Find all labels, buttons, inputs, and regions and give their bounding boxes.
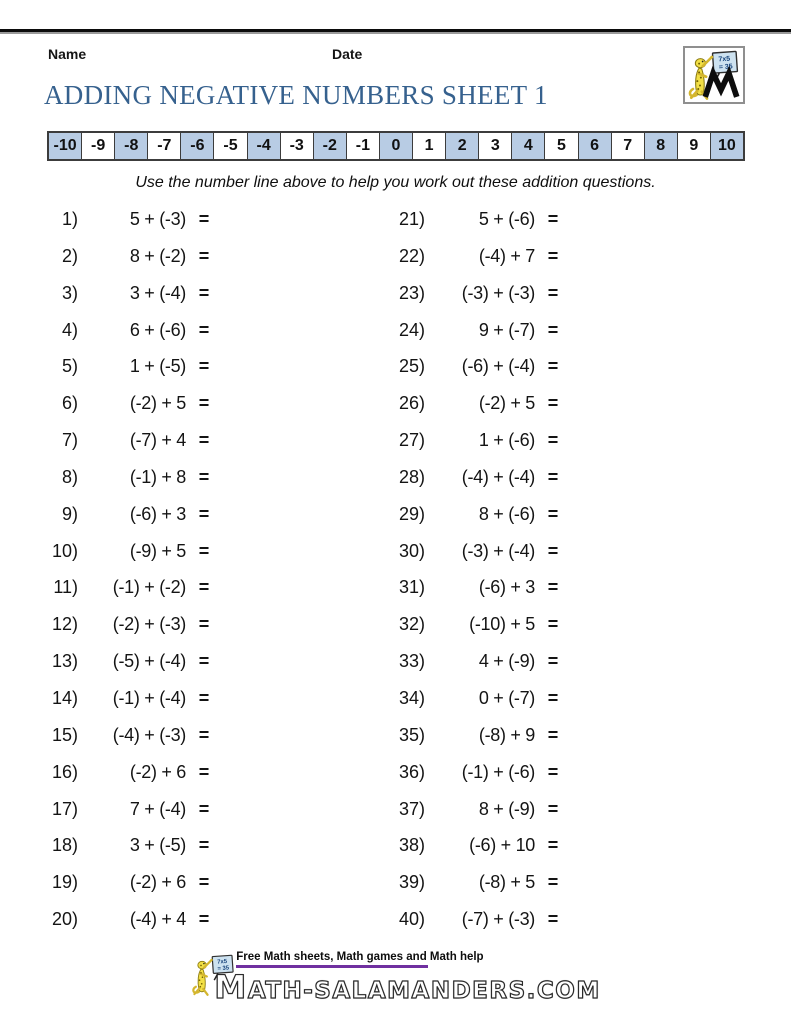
equals-sign: = [198, 651, 210, 672]
number-line-cell: 2 [445, 133, 478, 159]
problem-number: 28) [398, 466, 425, 487]
problem-expression: 1 + (-6) [478, 430, 535, 451]
number-line-cell: -1 [346, 133, 379, 159]
number-line-cell: 0 [379, 133, 412, 159]
number-line-cell: 7 [611, 133, 644, 159]
number-line-cell: 10 [710, 133, 743, 159]
salamander-logo-icon [686, 49, 742, 101]
page-title: ADDING NEGATIVE NUMBERS SHEET 1 [44, 80, 548, 110]
problem-number: 4) [61, 319, 78, 340]
equals-sign: = [547, 798, 559, 819]
equals-sign: = [547, 835, 559, 856]
footer-tagline: Free Math sheets, Math games and Math help [236, 951, 484, 963]
math-salamanders-logo [683, 46, 745, 104]
date-label: Date [332, 46, 363, 62]
problem-number: 35) [398, 724, 425, 745]
problem-number: 8) [61, 466, 78, 487]
problem-expression: (-3) + (-3) [461, 282, 535, 303]
problem-number: 34) [398, 687, 425, 708]
number-line-cell: 5 [544, 133, 577, 159]
problem-number: 2) [61, 245, 78, 266]
problem-expression: (-1) + 8 [129, 466, 186, 487]
problem-expression: (-4) + 4 [129, 909, 186, 930]
problem-expression: 8 + (-6) [478, 503, 535, 524]
equals-sign: = [547, 319, 559, 340]
problem-number: 36) [398, 761, 425, 782]
problem-number: 37) [398, 798, 425, 819]
number-line-cell: -9 [81, 133, 114, 159]
equals-sign: = [198, 798, 210, 819]
equals-sign: = [198, 577, 210, 598]
problem-expression: (-1) + (-2) [112, 577, 186, 598]
equals-sign: = [547, 614, 559, 635]
problem-expression: (-2) + 5 [129, 393, 186, 414]
equals-sign: = [547, 872, 559, 893]
problem-expression: (-7) + 4 [129, 430, 186, 451]
problem-expression: (-2) + (-3) [112, 614, 186, 635]
problem-number: 14) [51, 687, 78, 708]
problem-number: 10) [51, 540, 78, 561]
equals-sign: = [547, 724, 559, 745]
problem-number: 16) [51, 761, 78, 782]
problem-expression: (-8) + 5 [478, 872, 535, 893]
problem-number: 7) [61, 430, 78, 451]
name-label: Name [48, 46, 87, 62]
problem-number: 25) [398, 356, 425, 377]
number-line-cell: 1 [412, 133, 445, 159]
number-line [47, 131, 745, 161]
problem-expression: (-1) + (-4) [112, 687, 186, 708]
problem-number: 5) [61, 356, 78, 377]
problem-number: 24) [398, 319, 425, 340]
problem-expression: (-4) + (-4) [461, 466, 535, 487]
equals-sign: = [547, 245, 559, 266]
equals-sign: = [198, 356, 210, 377]
number-line-cell: -6 [180, 133, 213, 159]
equals-sign: = [198, 909, 210, 930]
equals-sign: = [198, 835, 210, 856]
problem-expression: (-4) + 7 [478, 245, 535, 266]
equals-sign: = [547, 393, 559, 414]
problem-expression: 4 + (-9) [478, 651, 535, 672]
equals-sign: = [547, 761, 559, 782]
number-line-cell: -7 [147, 133, 180, 159]
footer-site-wordmark: MATH-SALAMANDERS.COM [214, 968, 601, 1006]
problem-number: 15) [51, 724, 78, 745]
equals-sign: = [198, 614, 210, 635]
problem-expression: (-1) + (-6) [461, 761, 535, 782]
equals-sign: = [198, 282, 210, 303]
problem-number: 26) [398, 393, 425, 414]
equals-sign: = [547, 209, 559, 229]
footer [0, 951, 791, 1006]
equals-sign: = [547, 687, 559, 708]
problem-number: 39) [398, 872, 425, 893]
problem-expression: 5 + (-6) [478, 209, 535, 229]
equals-sign: = [547, 909, 559, 930]
equals-sign: = [198, 430, 210, 451]
equals-sign: = [547, 430, 559, 451]
problem-expression: 3 + (-5) [129, 835, 186, 856]
problem-number: 6) [61, 393, 78, 414]
problem-expression: (-4) + (-3) [112, 724, 186, 745]
problem-expression: (-5) + (-4) [112, 651, 186, 672]
number-line-cell: 4 [511, 133, 544, 159]
number-line-cell: -5 [213, 133, 246, 159]
equals-sign: = [547, 356, 559, 377]
problem-expression: 5 + (-3) [129, 209, 186, 229]
equals-sign: = [198, 245, 210, 266]
number-line-cell: 9 [677, 133, 710, 159]
problem-expression: (-6) + 3 [129, 503, 186, 524]
problem-number: 32) [398, 614, 425, 635]
number-line-cell: 3 [478, 133, 511, 159]
problem-number: 21) [398, 209, 425, 229]
problem-expression: (-2) + 5 [478, 393, 535, 414]
equals-sign: = [198, 393, 210, 414]
problem-expression: (-8) + 9 [478, 724, 535, 745]
problem-expression: 8 + (-2) [129, 245, 186, 266]
problem-expression: (-6) + 10 [469, 835, 535, 856]
number-line-cell: 8 [644, 133, 677, 159]
problem-expression: 1 + (-5) [129, 356, 186, 377]
problem-expression: (-3) + (-4) [461, 540, 535, 561]
equals-sign: = [198, 872, 210, 893]
equals-sign: = [198, 724, 210, 745]
problem-number: 11) [53, 577, 78, 598]
problem-number: 9) [61, 503, 78, 524]
problem-expression: 8 + (-9) [478, 798, 535, 819]
problem-number: 40) [398, 909, 425, 930]
number-line-cell: 6 [578, 133, 611, 159]
problem-expression: (-9) + 5 [129, 540, 186, 561]
problem-expression: (-6) + 3 [478, 577, 535, 598]
number-line-cell: -10 [49, 133, 81, 159]
problem-number: 31) [398, 577, 425, 598]
problem-number: 17) [51, 798, 78, 819]
equals-sign: = [198, 761, 210, 782]
number-line-cell: -2 [313, 133, 346, 159]
equals-sign: = [198, 503, 210, 524]
problem-expression: 3 + (-4) [129, 282, 186, 303]
equals-sign: = [547, 651, 559, 672]
number-line-cell: -8 [114, 133, 147, 159]
problem-expression: (-7) + (-3) [461, 909, 535, 930]
footer-salamander-icon [190, 952, 234, 998]
problem-expression: 0 + (-7) [478, 687, 535, 708]
problem-expression: (-10) + 5 [469, 614, 535, 635]
equals-sign: = [547, 503, 559, 524]
problem-number: 1) [61, 209, 78, 229]
problems-column-left [26, 207, 222, 944]
number-line-cell: -3 [280, 133, 313, 159]
number-line-cell: -4 [247, 133, 280, 159]
problem-number: 33) [398, 651, 425, 672]
equals-sign: = [547, 282, 559, 303]
equals-sign: = [198, 466, 210, 487]
equals-sign: = [198, 540, 210, 561]
problem-number: 20) [51, 909, 78, 930]
problems-column-right [370, 207, 571, 944]
equals-sign: = [198, 209, 210, 229]
problem-number: 12) [51, 614, 78, 635]
problem-number: 38) [398, 835, 425, 856]
problem-expression: (-6) + (-4) [461, 356, 535, 377]
problem-number: 29) [398, 503, 425, 524]
problem-expression: (-2) + 6 [129, 761, 186, 782]
problem-number: 27) [398, 430, 425, 451]
problem-number: 3) [61, 282, 78, 303]
equals-sign: = [198, 687, 210, 708]
equals-sign: = [547, 577, 559, 598]
equals-sign: = [547, 540, 559, 561]
problem-number: 19) [51, 872, 78, 893]
problem-number: 30) [398, 540, 425, 561]
equals-sign: = [198, 319, 210, 340]
footer-divider [236, 965, 428, 968]
problem-number: 18) [51, 835, 78, 856]
equals-sign: = [547, 466, 559, 487]
instruction-text: Use the number line above to help you work out these addition questions. [135, 174, 656, 191]
problem-expression: 7 + (-4) [129, 798, 186, 819]
problem-expression: 9 + (-7) [478, 319, 535, 340]
problem-number: 13) [51, 651, 78, 672]
top-divider [0, 29, 791, 34]
problem-expression: (-2) + 6 [129, 872, 186, 893]
problem-number: 22) [398, 245, 425, 266]
problem-number: 23) [398, 282, 425, 303]
problem-expression: 6 + (-6) [129, 319, 186, 340]
